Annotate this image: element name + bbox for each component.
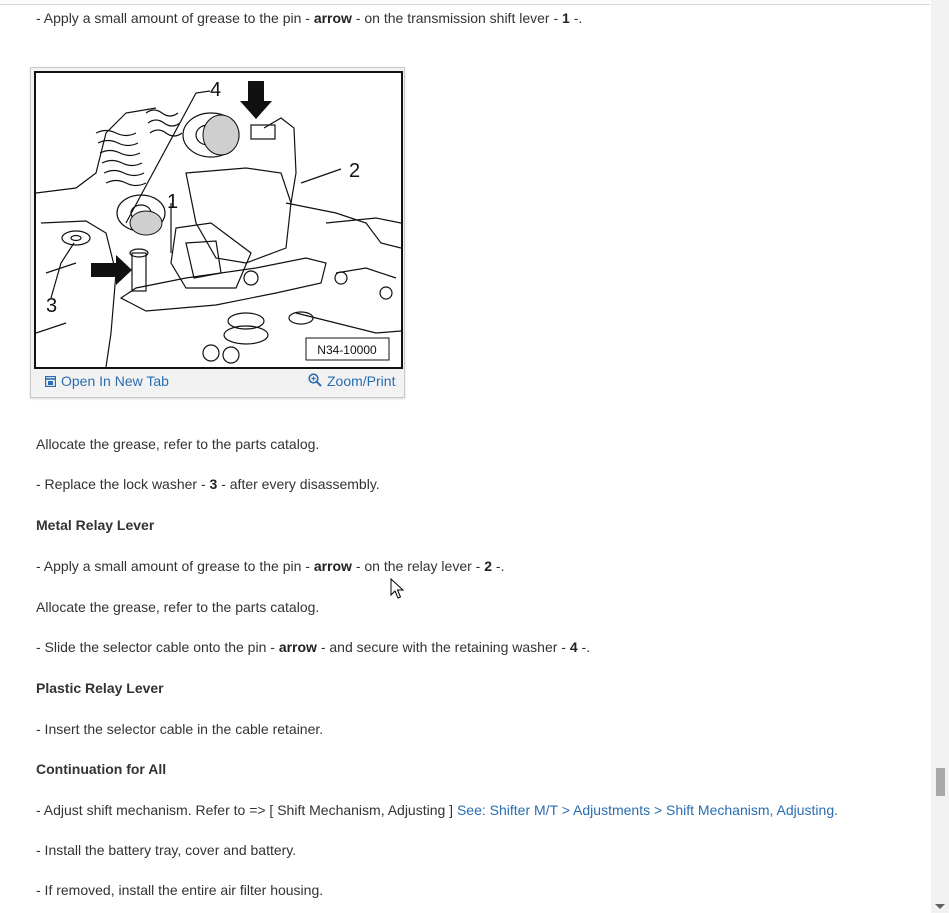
figure-container [30,67,405,398]
scrollbar-thumb[interactable] [936,768,945,796]
technical-illustration[interactable] [34,71,403,369]
step-text: - Slide the selector cable onto the pin - [36,639,279,655]
mouse-cursor-icon [390,578,404,600]
vertical-scrollbar[interactable] [931,0,949,913]
ref-number: 3 [209,476,218,492]
step-text: - Replace the lock washer - [36,476,210,492]
callout-2: 2 [349,160,361,182]
step-text: - on the transmission shift lever - [351,10,563,26]
step-grease-shift-lever [36,9,582,27]
heading-metal-relay-lever: Metal Relay Lever [36,517,155,533]
step-replace-lock-washer [36,475,380,493]
open-in-new-tab-button[interactable] [45,373,169,389]
open-tab-icon [45,376,56,387]
step-text: - on the relay lever - [351,558,485,574]
scroll-down-arrow-icon[interactable] [935,904,945,909]
step-install-air-filter: - If removed, install the entire air filter housing. [36,882,324,898]
step-adjust-shift-mechanism [36,801,838,819]
magnifier-icon [308,373,322,387]
step-text: - Apply a small amount of grease to the pin - [36,558,314,574]
step-text: - and secure with the retaining washer - [316,639,570,655]
step-text: -. [577,639,591,655]
callout-1: 1 [167,191,179,213]
callout-3: 3 [46,295,58,317]
heading-plastic-relay-lever: Plastic Relay Lever [36,680,164,696]
step-install-battery: - Install the battery tray, cover and battery. [36,842,297,858]
step-grease-relay-lever [36,557,504,575]
heading-continuation-for-all: Continuation for All [36,761,167,777]
step-text: - Adjust shift mechanism. Refer to => [ Shift Mechanism, Adjusting ] [36,802,457,818]
step-text: - after every disassembly. [217,476,380,492]
ref-number: 2 [484,558,493,574]
step-slide-selector-cable [36,638,590,656]
ref-number: 4 [569,639,578,655]
step-text: -. [492,558,505,574]
ref-arrow: arrow [313,10,352,26]
step-text: - Apply a small amount of grease to the pin - [36,10,314,26]
ref-arrow: arrow [313,558,352,574]
ref-arrow: arrow [278,639,317,655]
image-code: N34-10000 [317,343,377,357]
note-allocate-grease: Allocate the grease, refer to the parts catalog. [36,436,320,452]
callout-4: 4 [210,79,222,101]
shift-mechanism-link[interactable]: See: Shifter M/T > Adjustments > Shift Mechanism, Adjusting. [456,802,839,818]
shift-mechanism-drawing [36,73,401,367]
ref-number: 1 [562,10,570,26]
note-allocate-grease-2: Allocate the grease, refer to the parts catalog. [36,599,320,615]
step-insert-selector-cable: - Insert the selector cable in the cable retainer. [36,721,324,737]
open-in-new-tab-label: Open In New Tab [61,373,169,389]
figure-toolbar [31,368,404,396]
step-text: -. [569,10,583,26]
zoom-print-button[interactable] [308,371,395,389]
zoom-print-label: Zoom/Print [327,373,396,389]
